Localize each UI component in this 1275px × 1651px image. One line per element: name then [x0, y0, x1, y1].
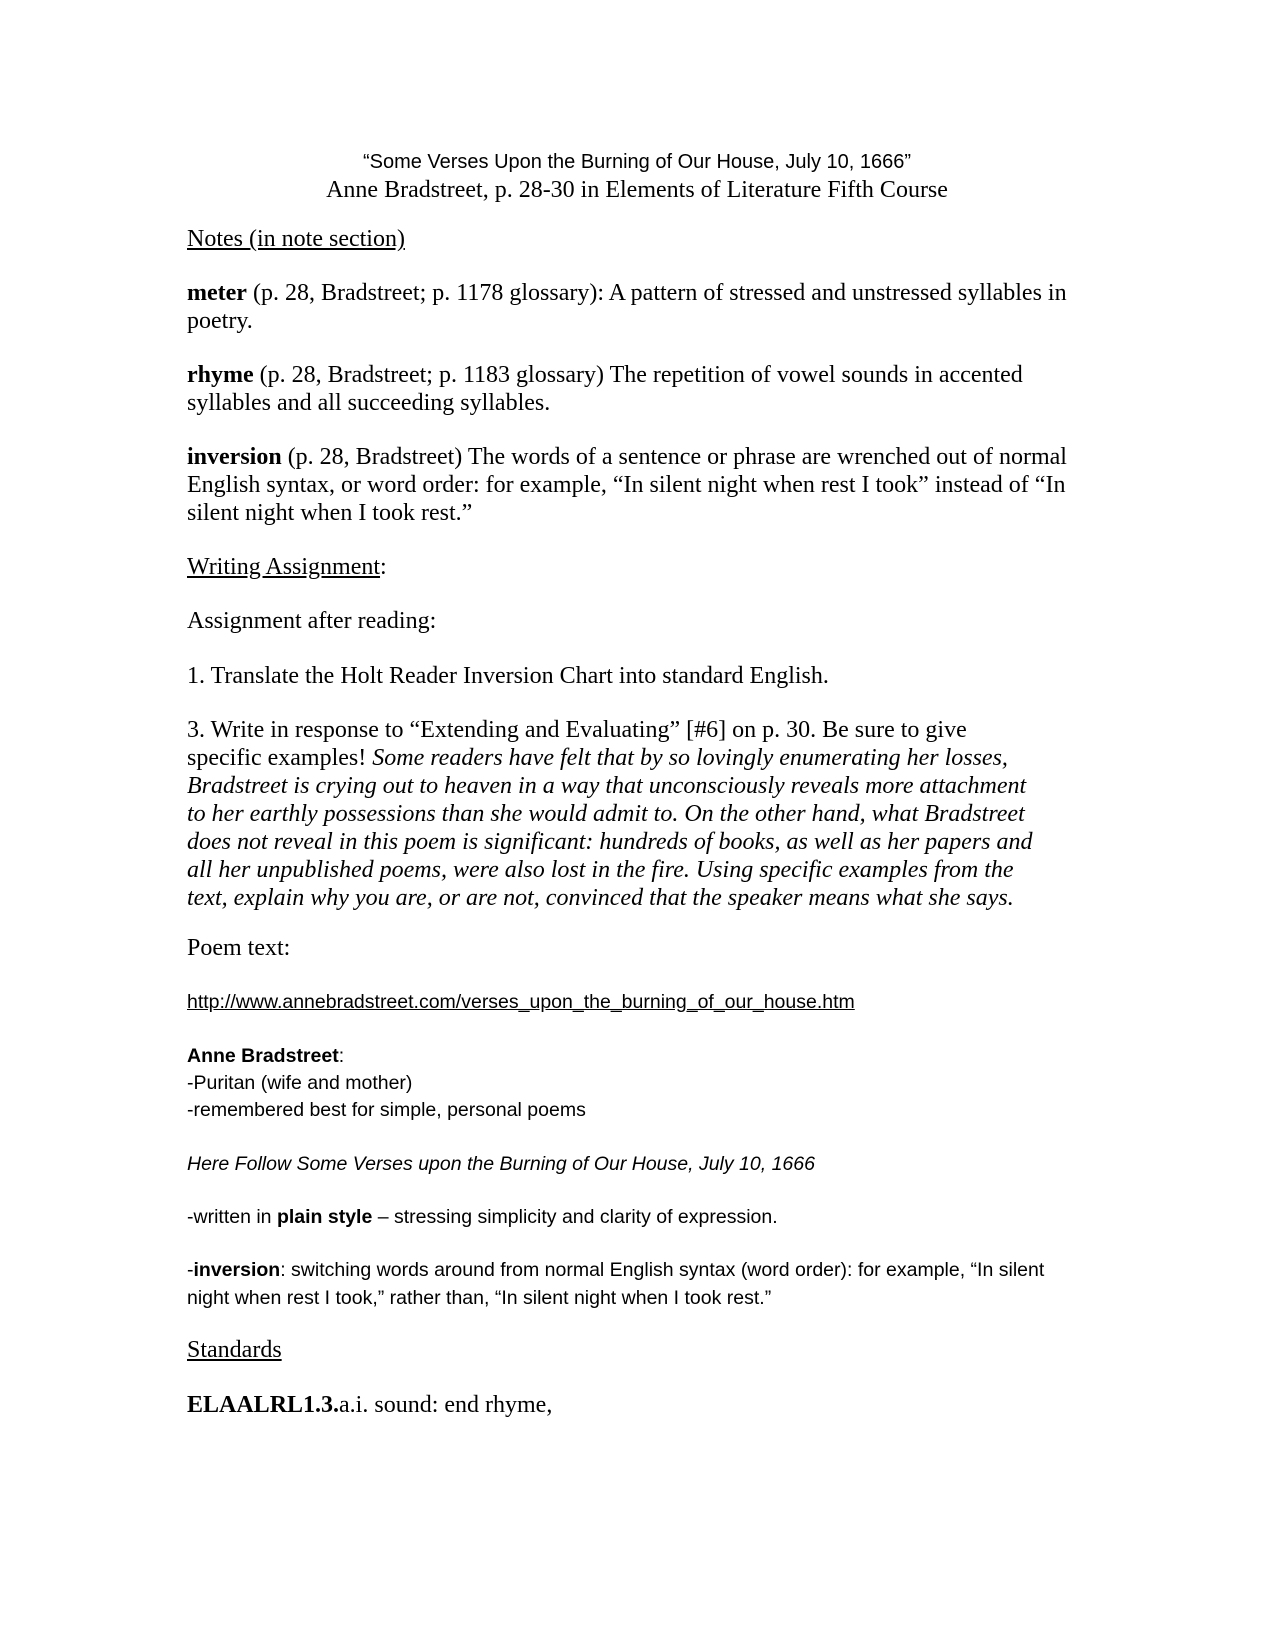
writing-assignment-heading: [187, 553, 1087, 581]
item-3-prompt: Some readers have felt that by so lovingly enumerating her losses, Bradstreet is crying out to heaven in a way that unconsciously reveals more attachment to her earthly possessions than she would admit to. On the other hand, what Bradstreet does not reveal in this poem is significant: hundreds of books, as well as her papers and all her unpublished poems, were also lost in the fire. Using specific examples from the text, explain why you are, or are not, convinced that the speaker means what she says.: [187, 745, 1033, 911]
document-title: “Some Verses Upon the Burning of Our House, July 10, 1666”: [362, 151, 912, 173]
inversion-term: inversion: [193, 1259, 281, 1281]
assignment-after-reading: Assignment after reading:: [187, 608, 437, 634]
standard-item: [187, 1391, 1087, 1419]
standard-text: a.i. sound: end rhyme,: [339, 1392, 553, 1418]
inversion-dash: -: [187, 1259, 194, 1281]
notes-heading: Notes (in note section): [187, 226, 405, 252]
term-meter: [187, 279, 1087, 335]
bio-line-remembered: -remembered best for simple, personal poems: [187, 1099, 586, 1121]
bio-name-text: Anne Bradstreet: [187, 1045, 339, 1067]
poem-text-label: Poem text:: [187, 935, 291, 961]
term-name: meter: [187, 280, 247, 306]
standards-heading: Standards: [187, 1337, 282, 1363]
term-definition: (p. 28, Bradstreet; p. 1183 glossary) The repetition of vowel sounds in accented syllables and all succeeding syllables.: [187, 362, 1023, 416]
writing-heading-colon: :: [380, 554, 387, 580]
poem-url-link[interactable]: http://www.annebradstreet.com/verses_upon_the_burning_of_our_house.htm: [187, 991, 855, 1013]
plain-style-term: plain style: [276, 1206, 373, 1228]
assignment-item-3: [187, 716, 1037, 912]
poem-title-text: Here Follow Some Verses upon the Burning of Our House, July 10, 1666: [187, 1153, 815, 1175]
poem-title-italic: [187, 1150, 1087, 1178]
term-name: rhyme: [187, 362, 254, 388]
plain-style-note: [187, 1203, 1087, 1231]
inversion-description: : switching words around from normal English syntax (word order): for example, “In silent night when rest I took,” rather than, “In silent night when I took rest.”: [187, 1259, 1045, 1309]
term-name: inversion: [187, 444, 282, 470]
inversion-note: [187, 1256, 1047, 1312]
document-subtitle: Anne Bradstreet, p. 28-30 in Elements of Literature Fifth Course: [326, 177, 948, 203]
plain-style-prefix: -written in: [187, 1206, 277, 1228]
assignment-item-1: 1. Translate the Holt Reader Inversion Chart into standard English.: [187, 663, 829, 689]
plain-style-description: – stressing simplicity and clarity of expression.: [372, 1206, 778, 1228]
standard-code: ELAALRL1.3.: [187, 1392, 340, 1418]
term-inversion: [187, 443, 1087, 527]
bio-line-puritan: -Puritan (wife and mother): [187, 1072, 413, 1094]
term-rhyme: [187, 361, 1087, 417]
bio-name: [187, 1042, 1087, 1070]
writing-heading-text: Writing Assignment: [187, 554, 381, 580]
bio-name-colon: :: [338, 1045, 345, 1067]
term-definition: (p. 28, Bradstreet; p. 1178 glossary): A pattern of stressed and unstressed syllables in poetry.: [187, 280, 1067, 334]
item-3-instructions: 3. Write in response to “Extending and Evaluating” [#6] on p. 30. Be sure to give specific examples!: [187, 717, 967, 771]
term-definition: (p. 28, Bradstreet) The words of a sentence or phrase are wrenched out of normal English syntax, or word order: for example, “In silent night when rest I took” instead of “In silent night when I took rest.”: [187, 444, 1067, 526]
